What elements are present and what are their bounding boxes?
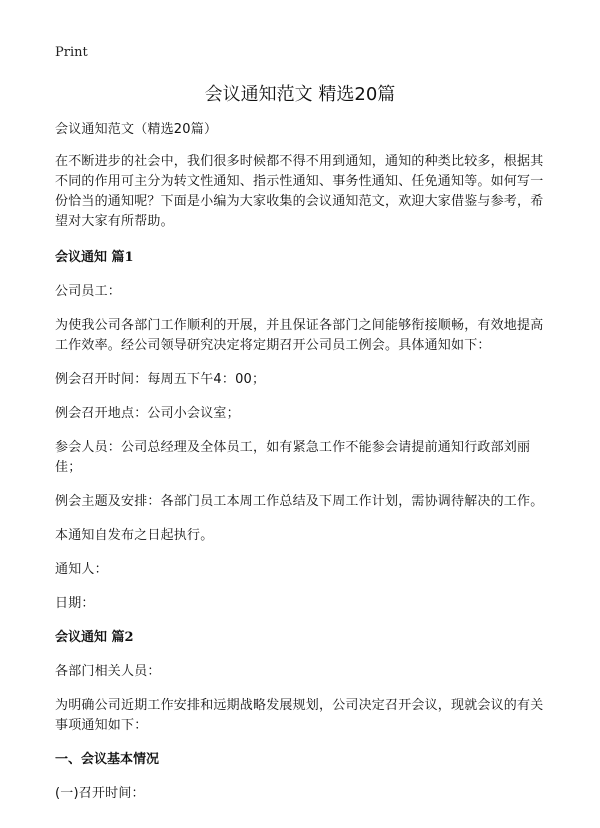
- section-heading-1: 会议通知 篇1: [55, 250, 134, 265]
- section-1-paragraph: 参会人员：公司总经理及全体员工，如有紧急工作不能参会请提前通知行政部刘丽佳；: [55, 440, 531, 475]
- section-1-paragraph: 日期：: [55, 596, 95, 611]
- section-1-paragraph: 例会召开时间：每周五下午4：00；: [55, 372, 266, 387]
- section-1-paragraph: 本通知自发布之日起执行。: [55, 528, 214, 543]
- section-1-paragraph: 例会召开地点：公司小会议室；: [55, 406, 240, 421]
- document-title: 会议通知范文 精选20篇: [204, 84, 396, 105]
- section-heading-2: 会议通知 篇2: [55, 630, 134, 645]
- print-link[interactable]: Print: [55, 45, 88, 60]
- last-line: (一)召开时间：: [55, 786, 145, 801]
- section-1-paragraph: 例会主题及安排：各部门员工本周工作总结及下周工作计划，需协调待解决的工作。: [55, 494, 544, 509]
- subsection-heading: 一、会议基本情况: [55, 752, 160, 767]
- document-body: [55, 120, 555, 818]
- intro-paragraph: 在不断进步的社会中，我们很多时候都不得不用到通知，通知的种类比较多，根据其不同的作用可主分为转文性通知、指示性通知、事务性通知、任免通知等。如何写一份恰当的通知呢？下面是小编为大家收集的会议通知范文，欢迎大家借鉴与参考，希望对大家有所帮助。: [55, 154, 544, 229]
- document-subtitle: 会议通知范文（精选20篇）: [55, 122, 218, 137]
- section-2-paragraph: 为明确公司近期工作安排和远期战略发展规划，公司决定召开会议，现就会议的有关事项通知如下：: [55, 698, 544, 733]
- section-1-paragraph: 通知人：: [55, 562, 108, 577]
- section-1-paragraph: 为使我公司各部门工作顺利的开展，并且保证各部门之间能够衔接顺畅，有效地提高工作效率。经公司领导研究决定将定期召开公司员工例会。具体通知如下：: [55, 318, 544, 353]
- section-1-paragraph: 公司员工：: [55, 284, 122, 299]
- section-2-paragraph: 各部门相关人员：: [55, 664, 161, 679]
